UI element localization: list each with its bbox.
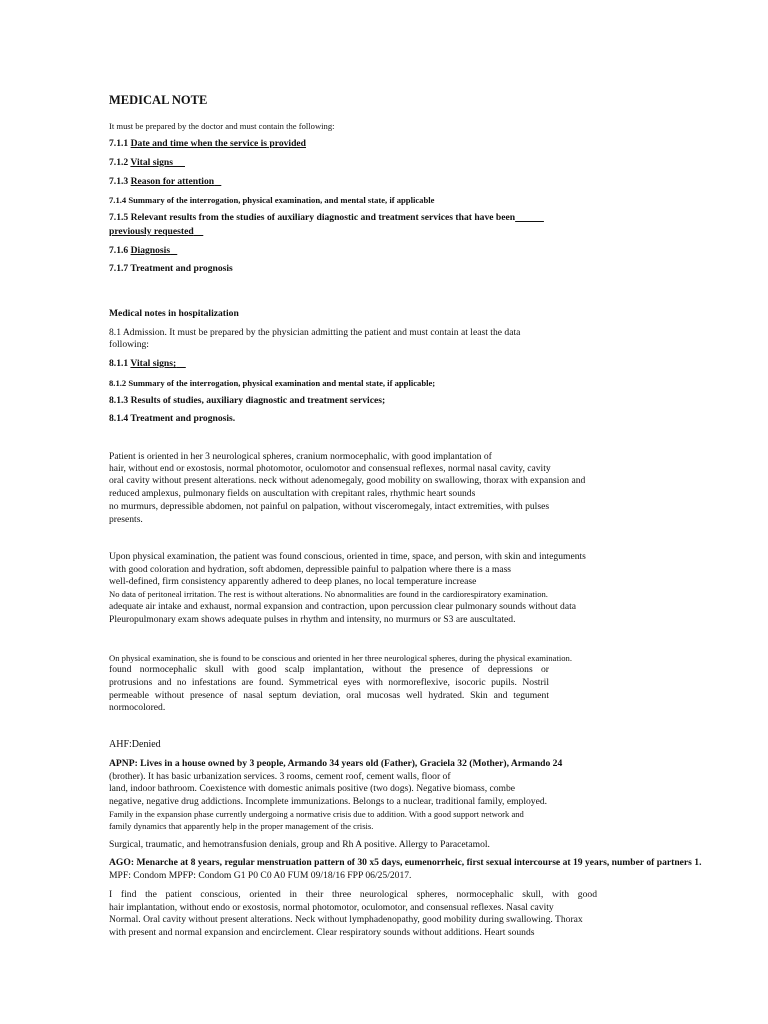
item-text: Date and time when the service is provided	[130, 138, 307, 149]
item-text: Diagnosis	[130, 245, 171, 256]
surgical-line: Surgical, traumatic, and hemotransfusion denials, group and Rh A positive. Allergy to Paracetamol.	[109, 839, 490, 850]
item-7-1-6: 7.1.6 Diagnosis	[109, 245, 171, 256]
item-7-1-2: 7.1.2 Vital signs	[109, 157, 173, 168]
mpf-line: MPF: Condom MPFP: Condom G1 P0 C0 A0 FUM 09/18/16 FPP 06/25/2017.	[109, 870, 412, 881]
item-7-1-4: 7.1.4 Summary of the interrogation, physical examination, and mental state, if applicable	[109, 195, 435, 205]
item-7-1-3: 7.1.3 Reason for attention	[109, 176, 215, 187]
admission-text-line: 8.1 Admission. It must be prepared by the physician admitting the patient and must contain at least the data	[109, 327, 521, 338]
item-8-1-1: 8.1.1 Vital signs;	[109, 358, 177, 369]
document-title: MEDICAL NOTE	[109, 93, 208, 107]
item-7-1-5-cont: previously requested	[109, 226, 194, 237]
intro-text: It must be prepared by the doctor and must contain the following:	[109, 121, 335, 131]
apnp-heading-line: APNP: Lives in a house owned by 3 people, Armando 34 years old (Father), Graciela 32 (Mother), Armando 24	[109, 758, 563, 769]
item-text: Treatment and prognosis	[130, 263, 233, 274]
ahf-line: AHF:Denied	[109, 739, 161, 750]
item-8-1-2: 8.1.2 Summary of the interrogation, physical examination and mental state, if applicable;	[109, 378, 436, 388]
item-7-1-5: 7.1.5 Relevant results from the studies of auxiliary diagnostic and treatment services that have been	[109, 212, 516, 223]
admission-text-line: following:	[109, 339, 149, 350]
item-text: Relevant results from the studies of auxiliary diagnostic and treatment services that have been	[130, 212, 516, 223]
item-7-1-1: 7.1.1 Date and time when the service is provided	[109, 138, 307, 149]
item-text: Vital signs	[130, 157, 173, 168]
ago-heading-line: AGO: Menarche at 8 years, regular menstruation pattern of 30 x5 days, eumenorrheic, first sexual intercourse at 19 years, number of partners 1.	[109, 857, 702, 868]
hospitalization-heading: Medical notes in hospitalization	[109, 308, 239, 319]
item-8-1-3: 8.1.3 Results of studies, auxiliary diagnostic and treatment services;	[109, 395, 386, 406]
item-text: Summary of the interrogation, physical examination, and mental state, if applicable	[128, 195, 435, 205]
item-8-1-4: 8.1.4 Treatment and prognosis.	[109, 413, 236, 424]
item-7-1-7: 7.1.7 Treatment and prognosis	[109, 263, 233, 274]
item-text: Reason for attention	[130, 176, 215, 187]
